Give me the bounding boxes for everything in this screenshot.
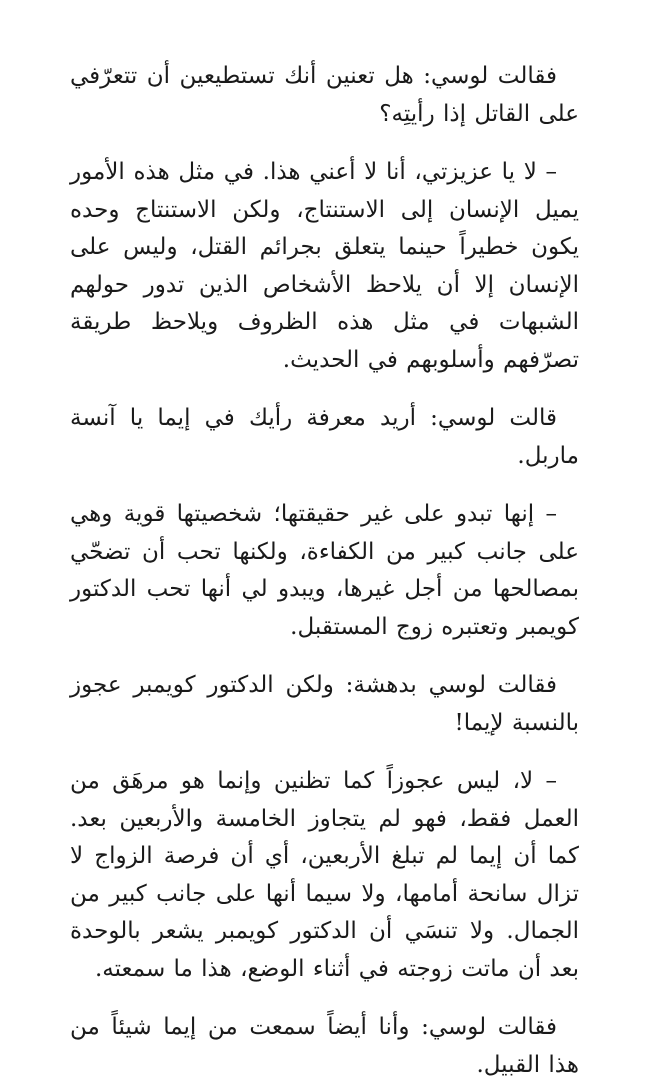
paragraph-5: فقالت لوسي بدهشة: ولكن الدكتور كويمبر عجوز بالنسبة لإيما!	[70, 672, 579, 736]
paragraph-4: – إنها تبدو على غير حقيقتها؛ شخصيتها قوية وهي على جانب كبير من الكفاءة، ولكنها تحب أن تضحّي بمصالحها من أجل غيرها، ويبدو لي أنها تحب الدكتور كويمبر وتعتبره زوج المستقبل.	[70, 501, 579, 640]
paragraph-6: – لا، ليس عجوزاً كما تظنين وإنما هو مرهَق من العمل فقط، فهو لم يتجاوز الخامسة والأربعين بعد. كما أن إيما لم تبلغ الأربعين، أي أن فرصة الزواج لا تزال سانحة أمامها، ولا سيما أنها على جانب كبير من الجمال. ولا تنسَي أن الدكتور كويمبر يشعر بالوحدة بعد أن ماتت زوجته في أثناء الوضع، هذا ما سمعته.	[70, 768, 579, 982]
paragraph-1: فقالت لوسي: هل تعنين أنك تستطيعين أن تتعرّفي على القاتل إذا رأيتِه؟	[70, 63, 579, 127]
paragraph-2: – لا يا عزيزتي، أنا لا أعني هذا. في مثل هذه الأمور يميل الإنسان إلى الاستنتاج، ولكن الاستنتاج وحده يكون خطيراً حينما يتعلق بجرائم القتل، وليس على الإنسان إلا أن يلاحظ الأشخاص الذين تدور حولهم الشبهات في مثل هذه الظروف ويلاحظ طريقة تصرّفهم وأسلوبهم في الحديث.	[70, 159, 579, 373]
paragraph-3: قالت لوسي: أريد معرفة رأيك في إيما يا آنسة ماربل.	[70, 405, 579, 469]
paragraph-7: فقالت لوسي: وأنا أيضاً سمعت من إيما شيئاً من هذا القبيل.	[70, 1014, 579, 1078]
